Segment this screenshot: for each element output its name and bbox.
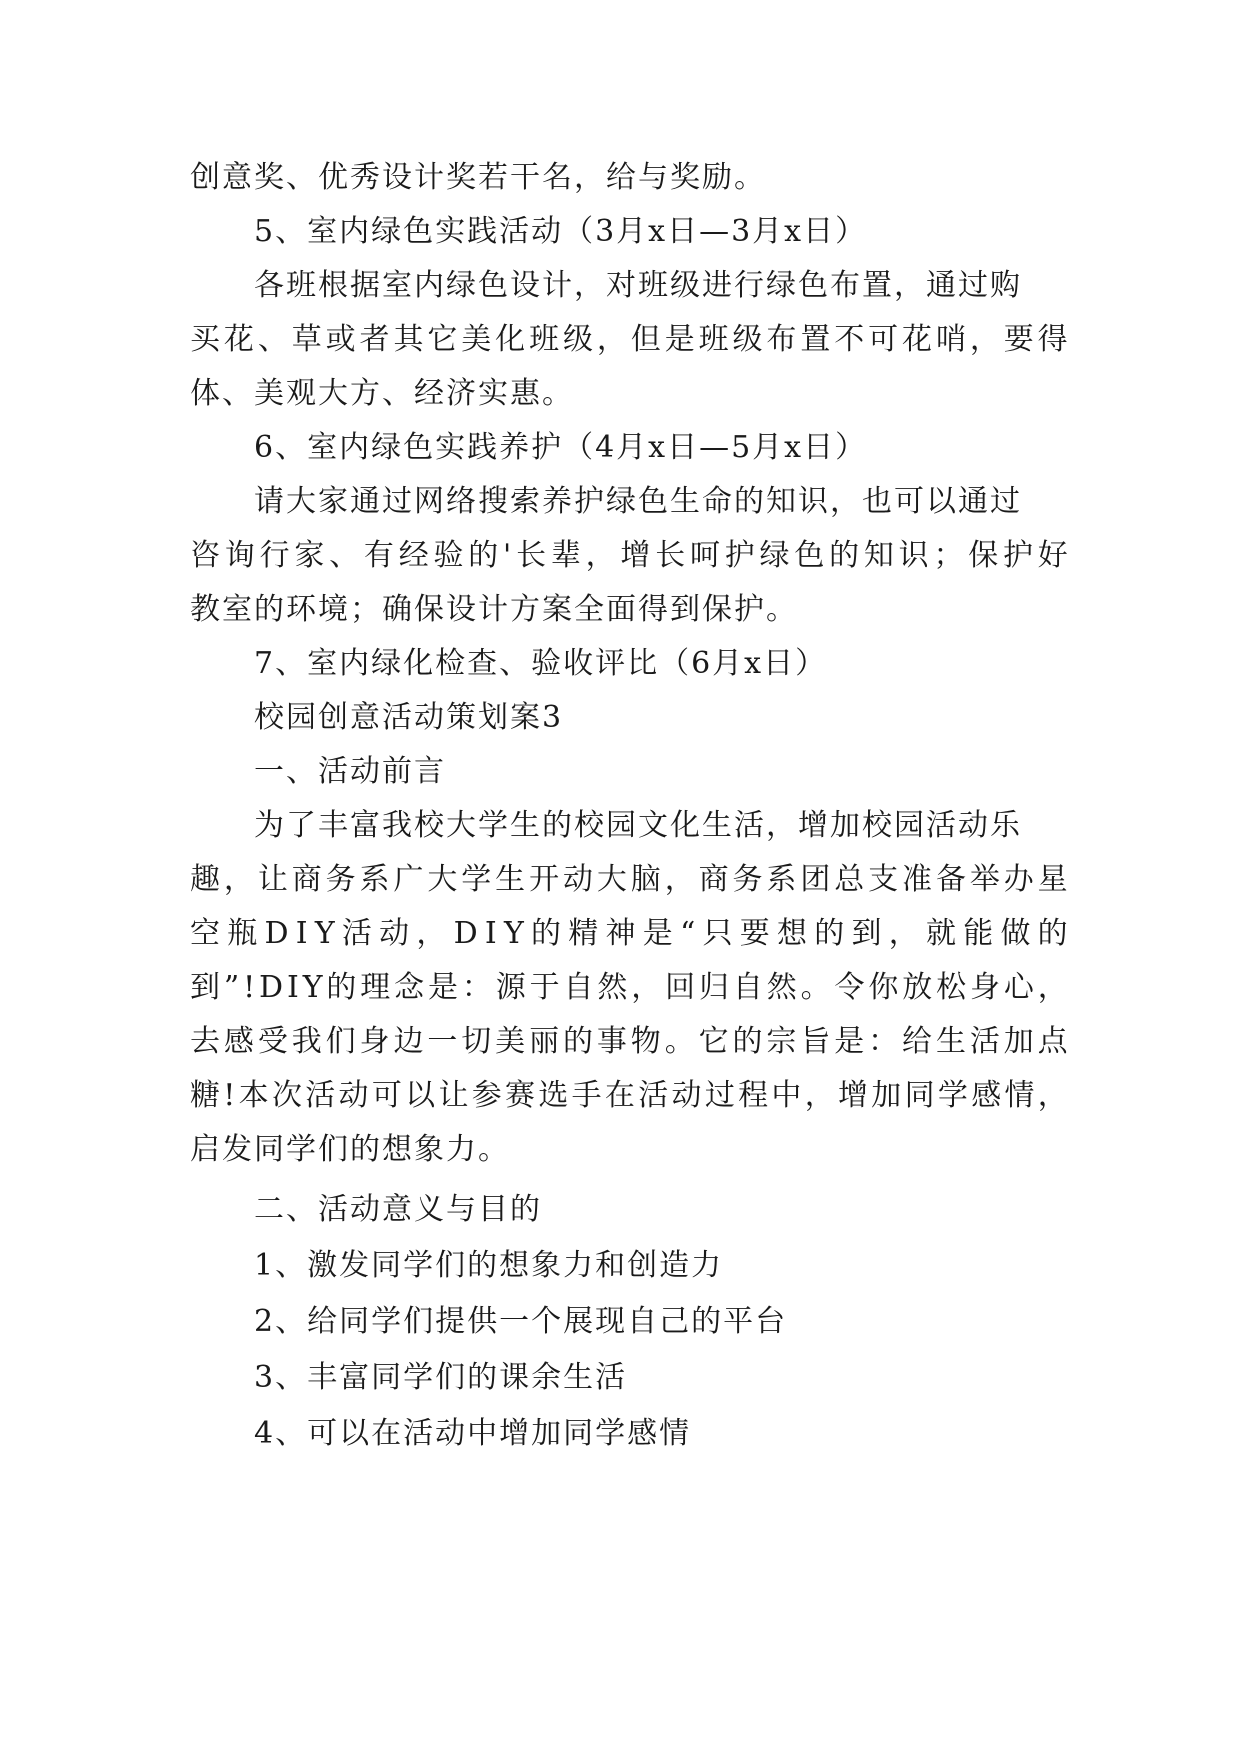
text-glyph: 松 — [936, 970, 967, 1005]
text-glyph: 感 — [971, 1078, 1002, 1113]
text-glyph: 它 — [427, 322, 458, 357]
text-glyph: 本 — [238, 1078, 269, 1113]
text-glyph: ， — [596, 322, 627, 357]
text-glyph: 要 — [739, 916, 770, 951]
text-glyph: 们 — [325, 1024, 356, 1059]
paragraph-line: 为了丰富我校大学生的校园文化生活，增加校园活动乐 — [254, 808, 1022, 843]
text-glyph: ， — [804, 1078, 835, 1113]
text-glyph: 精 — [568, 916, 599, 951]
text-glyph: 糖 — [190, 1078, 220, 1113]
text-glyph: 情 — [1004, 1078, 1035, 1113]
text-glyph: 自 — [563, 970, 594, 1005]
text-glyph: ： — [461, 970, 492, 1005]
paragraph-line: 启发同学们的想象力。 — [190, 1132, 510, 1167]
text-glyph: 加 — [871, 1078, 902, 1113]
text-glyph: 开 — [529, 862, 560, 897]
text-glyph: 系 — [359, 862, 390, 897]
text-glyph: 增 — [620, 538, 651, 573]
text-glyph: ， — [223, 862, 254, 897]
text-glyph: 的 — [468, 538, 499, 573]
text-glyph: 同 — [904, 1078, 935, 1113]
text-glyph: 神 — [605, 916, 636, 951]
text-glyph: 长 — [655, 538, 686, 573]
text-glyph: 务 — [732, 862, 763, 897]
list-item-2: 2、给同学们提供一个展现自己的平台 — [254, 1304, 788, 1339]
paragraph-line — [190, 860, 1068, 900]
text-glyph: 次 — [271, 1078, 302, 1113]
paragraph-line — [190, 536, 1068, 576]
text-glyph: 过 — [704, 1078, 735, 1113]
text-glyph: 感 — [223, 1024, 254, 1059]
text-glyph: 商 — [291, 862, 322, 897]
text-glyph: 它 — [698, 1024, 729, 1059]
text-glyph: 让 — [257, 862, 288, 897]
text-glyph: 支 — [868, 862, 899, 897]
text-glyph: 置 — [800, 322, 831, 357]
text-glyph: 中 — [771, 1078, 802, 1113]
text-glyph: 选 — [538, 1078, 569, 1113]
text-glyph: 办 — [1003, 862, 1034, 897]
text-glyph: 呵 — [689, 538, 720, 573]
text-glyph: 买 — [190, 322, 220, 357]
text-glyph: 程 — [738, 1078, 769, 1113]
text-glyph: 得 — [1037, 322, 1068, 357]
text-glyph: 护 — [1003, 538, 1033, 573]
text-glyph: D — [264, 916, 289, 951]
text-glyph: 哨 — [935, 322, 966, 357]
text-glyph: 要 — [1003, 322, 1034, 357]
text-glyph: 旨 — [800, 1024, 831, 1059]
text-glyph: 团 — [800, 862, 831, 897]
text-glyph: 回 — [665, 970, 696, 1005]
text-glyph: 可 — [371, 1078, 402, 1113]
text-glyph: 验 — [433, 538, 464, 573]
text-glyph: ， — [969, 322, 1000, 357]
text-glyph: 举 — [969, 862, 1000, 897]
text-glyph: 于 — [529, 970, 560, 1005]
text-glyph: 心 — [1003, 970, 1034, 1005]
text-glyph: 学 — [937, 1078, 968, 1113]
text-glyph: 增 — [838, 1078, 868, 1113]
text-glyph: 想 — [777, 916, 808, 951]
text-glyph: I — [286, 970, 299, 1005]
text-glyph: 做 — [1000, 916, 1031, 951]
text-glyph: 系 — [766, 862, 797, 897]
text-glyph: 能 — [963, 916, 994, 951]
text-glyph: 瓶 — [227, 916, 258, 951]
text-glyph: 、 — [329, 538, 360, 573]
paragraph-line — [190, 968, 1068, 1008]
text-glyph: 询 — [224, 538, 255, 573]
text-glyph: 趣 — [190, 862, 220, 897]
text-glyph: ， — [1037, 1078, 1068, 1113]
item-heading-5: 5、室内绿色实践活动（3月x日—3月x日） — [254, 214, 868, 249]
text-glyph: 美 — [495, 1024, 526, 1059]
text-glyph: 切 — [461, 1024, 492, 1059]
text-glyph: 物 — [630, 1024, 661, 1059]
text-glyph: 然 — [597, 970, 628, 1005]
text-glyph: 理 — [360, 970, 391, 1005]
text-glyph: 大 — [427, 862, 458, 897]
text-glyph: D — [259, 970, 284, 1005]
text-glyph: 长 — [516, 538, 547, 573]
text-glyph: Y — [314, 916, 335, 951]
text-glyph: 就 — [925, 916, 956, 951]
text-glyph: 手 — [571, 1078, 602, 1113]
paragraph-line — [190, 320, 1068, 360]
text-glyph: 护 — [724, 538, 755, 573]
text-glyph: I — [295, 916, 308, 951]
text-glyph: 动 — [338, 1078, 369, 1113]
text-glyph: 好 — [1037, 538, 1068, 573]
text-glyph: 辈 — [550, 538, 581, 573]
text-glyph: 。 — [800, 970, 831, 1005]
text-glyph: 有 — [363, 538, 394, 573]
text-glyph: 的 — [562, 1024, 593, 1059]
text-glyph: 班 — [698, 322, 729, 357]
text-glyph: 自 — [732, 970, 763, 1005]
text-glyph: Y — [504, 916, 524, 951]
paragraph-line: 请大家通过网络搜索养护绿色生命的知识，也可以通过 — [254, 484, 1022, 519]
text-glyph: 丽 — [529, 1024, 560, 1059]
text-glyph: 级 — [562, 322, 593, 357]
text-glyph: 大 — [596, 862, 627, 897]
text-glyph: 身 — [970, 970, 1001, 1005]
text-glyph: 其 — [393, 322, 424, 357]
text-glyph: 行 — [259, 538, 290, 573]
list-item-3: 3、丰富同学们的课余生活 — [254, 1360, 628, 1395]
text-glyph: ， — [1037, 970, 1068, 1005]
text-glyph: 、 — [257, 322, 288, 357]
text-glyph: 美 — [461, 322, 492, 357]
text-glyph: 者 — [359, 322, 390, 357]
text-glyph: 但 — [630, 322, 661, 357]
text-glyph: 可 — [868, 322, 899, 357]
text-glyph: 化 — [495, 322, 526, 357]
text-glyph: 然 — [766, 970, 797, 1005]
text-glyph: 动 — [671, 1078, 702, 1113]
text-glyph: 备 — [935, 862, 966, 897]
text-glyph: 是 — [642, 916, 673, 951]
text-glyph: 活 — [341, 916, 372, 951]
text-glyph: 给 — [902, 1024, 933, 1059]
text-glyph: 念 — [394, 970, 425, 1005]
text-glyph: 活 — [638, 1078, 669, 1113]
text-glyph: 空 — [190, 916, 220, 951]
text-glyph: 放 — [902, 970, 933, 1005]
text-glyph: 咨 — [190, 538, 220, 573]
text-glyph: 。 — [664, 1024, 695, 1059]
paragraph-line — [190, 914, 1068, 954]
paragraph-line: 各班根据室内绿色设计，对班级进行绿色布置，通过购 — [254, 268, 1022, 303]
text-glyph: 色 — [794, 538, 825, 573]
text-glyph: 脑 — [630, 862, 661, 897]
text-glyph: 事 — [596, 1024, 627, 1059]
text-glyph: 点 — [1037, 1024, 1068, 1059]
text-glyph: 花 — [223, 322, 254, 357]
text-glyph: 星 — [1037, 862, 1068, 897]
item-heading-7: 7、室内绿化检查、验收评比（6月x日） — [254, 646, 828, 681]
section-heading-2: 二、活动意义与目的 — [254, 1192, 542, 1227]
text-glyph: ， — [585, 538, 616, 573]
text-glyph: 的 — [732, 1024, 763, 1059]
text-glyph: “ — [679, 916, 696, 951]
text-glyph: 一 — [427, 1024, 458, 1059]
text-glyph: 布 — [766, 322, 797, 357]
text-glyph: 动 — [562, 862, 593, 897]
text-glyph: 广 — [393, 862, 424, 897]
section-heading-1: 一、活动前言 — [254, 754, 446, 789]
section-title: 校园创意活动策划案3 — [254, 700, 564, 735]
text-glyph: 学 — [461, 862, 492, 897]
text-glyph: 赛 — [505, 1078, 536, 1113]
text-glyph: 班 — [529, 322, 560, 357]
text-glyph: 令 — [834, 970, 865, 1005]
text-glyph: ” — [223, 970, 240, 1005]
text-glyph: 加 — [1003, 1024, 1034, 1059]
text-glyph: 活 — [305, 1078, 336, 1113]
text-glyph: 身 — [359, 1024, 390, 1059]
list-item-1: 1、激发同学们的想象力和创造力 — [254, 1248, 724, 1283]
text-glyph: 动 — [379, 916, 410, 951]
text-glyph: 生 — [495, 862, 526, 897]
text-glyph: 在 — [604, 1078, 635, 1113]
text-glyph: ， — [888, 916, 919, 951]
text-glyph: 是 — [428, 970, 459, 1005]
text-glyph: 草 — [291, 322, 322, 357]
item-heading-6: 6、室内绿色实践养护（4月x日—5月x日） — [254, 430, 868, 465]
text-glyph: 宗 — [766, 1024, 797, 1059]
text-glyph: 经 — [398, 538, 429, 573]
text-glyph: 识 — [898, 538, 929, 573]
text-glyph: 的 — [1037, 916, 1068, 951]
text-glyph: 到 — [190, 970, 220, 1005]
text-glyph: ； — [933, 538, 964, 573]
text-glyph: 务 — [325, 862, 356, 897]
text-glyph: 归 — [699, 970, 730, 1005]
paragraph-line — [190, 1022, 1068, 1062]
list-item-4: 4、可以在活动中增加同学感情 — [254, 1416, 692, 1451]
text-glyph: Y — [302, 970, 323, 1005]
text-glyph: 边 — [393, 1024, 424, 1059]
paragraph-line: 创意奖、优秀设计奖若干名，给与奖励。 — [190, 160, 766, 195]
text-glyph: 去 — [190, 1024, 220, 1059]
text-glyph: 我 — [291, 1024, 322, 1059]
text-glyph: 参 — [471, 1078, 502, 1113]
text-glyph: 总 — [834, 862, 865, 897]
text-glyph: 准 — [902, 862, 933, 897]
text-glyph: ， — [664, 862, 695, 897]
paragraph-line: 体、美观大方、经济实惠。 — [190, 376, 574, 411]
text-glyph: 以 — [405, 1078, 436, 1113]
text-glyph: 的 — [829, 538, 860, 573]
text-glyph: 级 — [732, 322, 763, 357]
text-glyph: ： — [868, 1024, 899, 1059]
text-glyph: 绿 — [759, 538, 790, 573]
text-glyph: 活 — [969, 1024, 1000, 1059]
text-glyph: 知 — [863, 538, 894, 573]
text-glyph: ， — [416, 916, 447, 951]
text-glyph: 让 — [438, 1078, 469, 1113]
text-glyph: 受 — [257, 1024, 288, 1059]
paragraph-line — [190, 1076, 1068, 1116]
text-glyph: 源 — [495, 970, 526, 1005]
text-glyph: 你 — [868, 970, 899, 1005]
text-glyph: 家 — [294, 538, 325, 573]
text-glyph: ' — [503, 538, 512, 573]
text-glyph: 到 — [851, 916, 882, 951]
text-glyph: 或 — [325, 322, 356, 357]
text-glyph: 的 — [326, 970, 357, 1005]
text-glyph: 不 — [834, 322, 865, 357]
text-glyph: ， — [631, 970, 662, 1005]
text-glyph: 的 — [814, 916, 845, 951]
text-glyph: 是 — [834, 1024, 865, 1059]
text-glyph: 的 — [531, 916, 562, 951]
text-glyph: I — [484, 916, 497, 951]
text-glyph: ! — [243, 970, 256, 1005]
text-glyph: 商 — [698, 862, 729, 897]
text-glyph: 保 — [968, 538, 999, 573]
text-glyph: 只 — [702, 916, 733, 951]
text-glyph: 花 — [902, 322, 933, 357]
text-glyph: ! — [223, 1078, 236, 1113]
paragraph-line: 教室的环境；确保设计方案全面得到保护。 — [190, 592, 798, 627]
text-glyph: 生 — [935, 1024, 966, 1059]
text-glyph: D — [453, 916, 478, 951]
text-glyph: 是 — [664, 322, 695, 357]
